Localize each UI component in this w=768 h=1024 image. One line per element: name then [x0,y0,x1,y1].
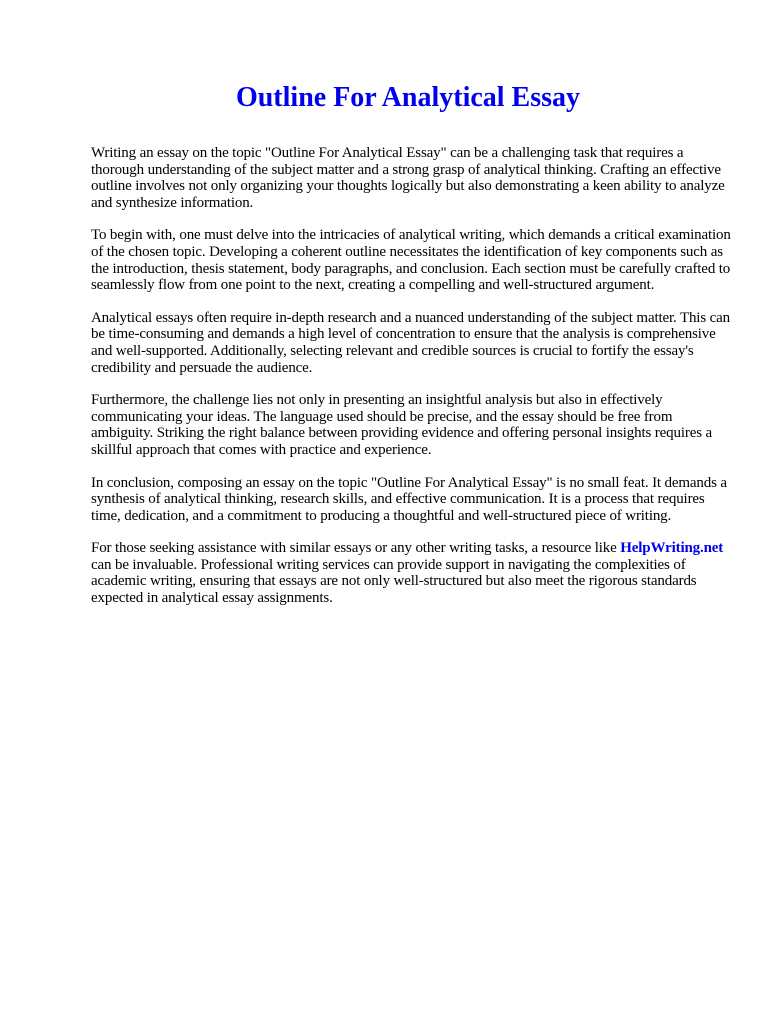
paragraph-communication: Furthermore, the challenge lies not only in presenting an insightful analysis but also in effectively communicating your ideas. The language used should be precise, and the essay should be free from ambiguity. Striking the right balance between providing evidence and offering personal insights requires a skillful approach that comes with practice and experience. [91,392,713,458]
helpwriting-link[interactable]: HelpWriting.net [620,540,724,557]
resource-text-before-link: For those seeking assistance with similar essays or any other writing tasks, a resource like [91,540,621,557]
paragraph-conclusion: In conclusion, composing an essay on the topic "Outline For Analytical Essay" is no small feat. It demands a synthesis of analytical thinking, research skills, and effective communication. It is a process that requires time, dedication, and a commitment to producing a thoughtful and well-structured piece of writing. [91,474,727,524]
resource-text-after-link: can be invaluable. Professional writing services can provide support in navigating the complexities of academic writing, ensuring that essays are not only well-structured but also meet the rigorous standards expected in analytical essay assignments. [91,556,697,607]
paragraph-resource [91,540,731,606]
paragraph-research: Analytical essays often require in-depth research and a nuanced understanding of the subject matter. This can be time-consuming and demands a high level of concentration to ensure that the analysis is comprehensive and well-supported. Additionally, selecting relevant and credible sources is crucial to fortify the essay's credibility and persuade the audience. [91,309,730,376]
paragraph-intro: Writing an essay on the topic "Outline For Analytical Essay" can be a challenging task that requires a thorough understanding of the subject matter and a strong grasp of analytical thinking. Crafting an effective outline involves not only organizing your thoughts logically but also demonstrating a keen ability to analyze and synthesize information. [91,145,725,211]
paragraph-analytical-writing: To begin with, one must delve into the intricacies of analytical writing, which demands a critical examination of the chosen topic. Developing a coherent outline necessitates the identification of key components such as the introduction, thesis statement, body paragraphs, and conclusion. Each section must be carefully crafted to seamlessly flow from one point to the next, creating a compelling and well-structured argument. [91,227,731,294]
document-title: Outline For Analytical Essay [235,82,581,113]
document-body [91,145,731,623]
